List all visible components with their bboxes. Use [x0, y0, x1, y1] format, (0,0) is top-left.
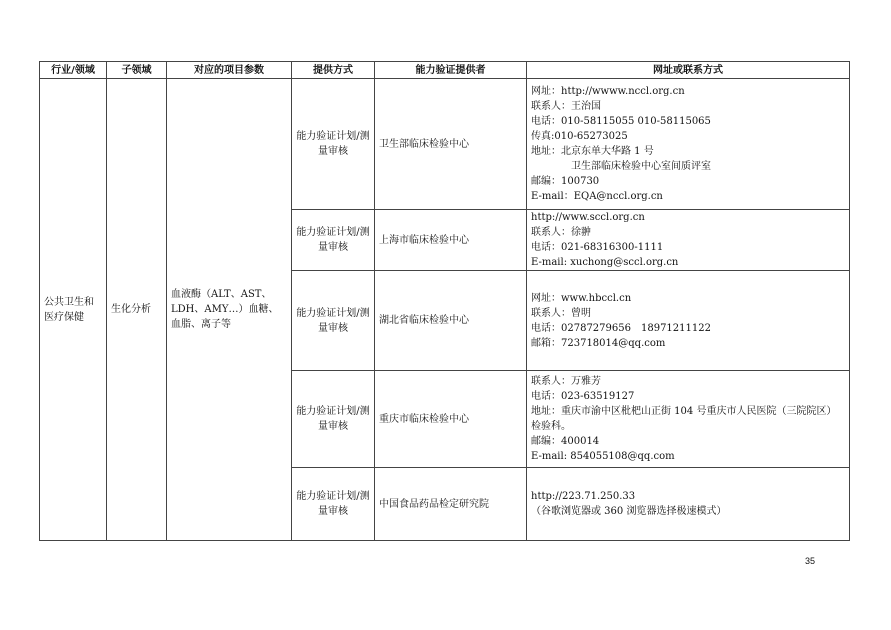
header-provider: 能力验证提供者: [375, 62, 527, 79]
provider-cell: 中国食品药品检定研究院: [375, 468, 527, 541]
contact-postcode: 邮编：100730: [531, 176, 600, 187]
contact-phone: 电话：023-63519127: [531, 391, 635, 402]
header-subfield: 子领域: [107, 62, 167, 79]
contact-website: http://www.sccl.org.cn: [531, 212, 645, 223]
provider-cell: 重庆市临床检验中心: [375, 371, 527, 468]
contact-person: 联系人：徐翀: [531, 227, 591, 238]
header-row: [40, 62, 850, 79]
contact-phone: 电话：02787279656 18971211122: [531, 322, 711, 334]
contact-cell: [527, 371, 850, 468]
contact-website: 网址：http://wwww.nccl.org.cn: [531, 86, 685, 97]
industry-cell: 公共卫生和医疗保健: [40, 79, 107, 541]
page-number: 35: [805, 556, 816, 566]
pt-provider-table: [39, 61, 850, 541]
contact-person: 联系人：曾明: [531, 307, 591, 319]
header-contact: 网址或联系方式: [527, 62, 850, 79]
contact-person: 联系人：万雅芳: [531, 376, 601, 387]
header-method: 提供方式: [292, 62, 375, 79]
contact-email: E-mail: 854055108@qq.com: [531, 451, 675, 462]
contact-phone: 电话：010-58115055 010-58115065: [531, 116, 711, 127]
contact-address-cont: 卫生部临床检验中心室间质评室: [571, 161, 711, 172]
method-cell: 能力验证计划/测量审核: [292, 210, 375, 271]
contact-fax: 传真:010-65273025: [531, 131, 628, 142]
contact-address: 地址：重庆市渝中区枇杷山正街 104 号重庆市人民医院（三院院区）检验科。: [531, 406, 837, 432]
contact-phone: 电话：021-68316300-1111: [531, 242, 664, 253]
provider-cell: 湖北省临床检验中心: [375, 271, 527, 371]
contact-cell: [527, 210, 850, 271]
contact-cell: [527, 271, 850, 371]
contact-address: 地址：北京东单大华路 1 号: [531, 146, 654, 157]
contact-cell: [527, 79, 850, 210]
contact-person: 联系人：王治国: [531, 101, 601, 112]
header-parameters: 对应的项目参数: [167, 62, 292, 79]
method-cell: 能力验证计划/测量审核: [292, 79, 375, 210]
contact-cell: [527, 468, 850, 541]
subfield-cell: 生化分析: [107, 79, 167, 541]
contact-website: 网址：www.hbccl.cn: [531, 292, 632, 304]
parameters-cell: 血液酶（ALT、AST、LDH、AMY…）血糖、血脂、离子等: [167, 79, 292, 541]
provider-cell: 卫生部临床检验中心: [375, 79, 527, 210]
method-cell: 能力验证计划/测量审核: [292, 371, 375, 468]
contact-postcode: 邮编：400014: [531, 436, 600, 447]
contact-email: 邮箱：723718014@qq.com: [531, 337, 666, 349]
table-row: [40, 79, 850, 210]
provider-cell: 上海市临床检验中心: [375, 210, 527, 271]
contact-email: E-mail: xuchong@sccl.org.cn: [531, 257, 679, 268]
contact-website: http://223.71.250.33: [531, 491, 636, 502]
header-industry: 行业/领域: [40, 62, 107, 79]
method-cell: 能力验证计划/测量审核: [292, 271, 375, 371]
contact-email: E-mail：EQA@nccl.org.cn: [531, 191, 663, 202]
contact-note: （谷歌浏览器或 360 浏览器选择极速模式）: [531, 506, 727, 517]
method-cell: 能力验证计划/测量审核: [292, 468, 375, 541]
